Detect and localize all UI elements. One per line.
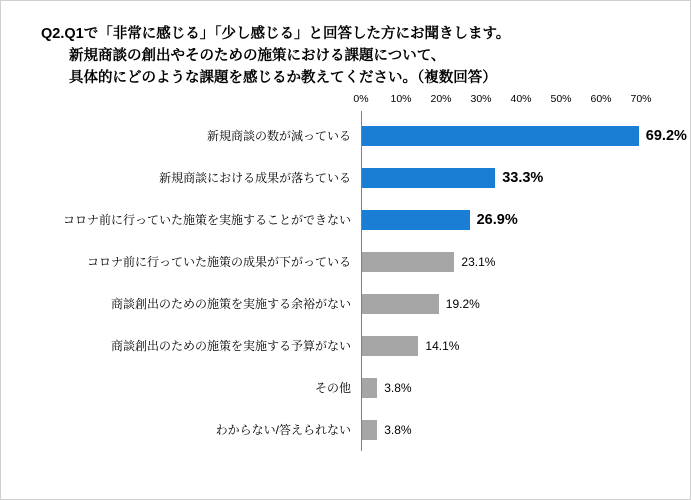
bar-value-label: 3.8% bbox=[384, 381, 412, 395]
x-axis-tick: 30% bbox=[470, 93, 492, 105]
bar-row bbox=[41, 409, 661, 451]
bar bbox=[362, 294, 439, 314]
x-axis-tick: 10% bbox=[390, 93, 412, 105]
category-label: コロナ前に行っていた施策の成果が下がっている bbox=[86, 255, 351, 269]
bar-value-label: 19.2% bbox=[445, 297, 480, 311]
category-label: 商談創出のための施策を実施する余裕がない bbox=[110, 297, 351, 311]
category-label: その他 bbox=[314, 381, 351, 395]
x-axis-tick: 70% bbox=[630, 93, 652, 105]
x-axis-tick: 20% bbox=[430, 93, 452, 105]
plot-area bbox=[41, 111, 687, 451]
bar bbox=[362, 168, 495, 188]
bar-value-label: 33.3% bbox=[502, 170, 544, 186]
category-label: 商談創出のための施策を実施する予算がない bbox=[110, 339, 351, 353]
x-axis-tick: 50% bbox=[550, 93, 572, 105]
bar-value-label: 69.2% bbox=[645, 128, 687, 144]
bar-row bbox=[41, 367, 661, 409]
category-label: 新規商談における成果が落ちている bbox=[159, 171, 351, 185]
bar bbox=[362, 210, 470, 230]
title-line-1: Q2.Q1で「非常に感じる」「少し感じる」と回答した方にお聞きします。 bbox=[41, 26, 511, 42]
title-line-2: 新規商談の創出やそのための施策における課題について、 bbox=[69, 48, 446, 64]
bar bbox=[362, 378, 377, 398]
bar bbox=[362, 420, 377, 440]
bar-value-label: 26.9% bbox=[476, 212, 518, 228]
bar bbox=[362, 126, 639, 146]
bar-row bbox=[41, 157, 661, 199]
category-label: わからない/答えられない bbox=[215, 423, 351, 437]
category-label: コロナ前に行っていた施策を実施することができない bbox=[62, 213, 351, 227]
bar-row bbox=[41, 283, 661, 325]
bar-row bbox=[41, 115, 687, 157]
bar-row bbox=[41, 325, 661, 367]
bar bbox=[362, 252, 454, 272]
x-axis-tick-labels bbox=[353, 93, 661, 109]
x-axis-tick: 60% bbox=[590, 93, 612, 105]
page-title bbox=[41, 23, 661, 89]
bar-row bbox=[41, 241, 661, 283]
bar-chart bbox=[41, 93, 687, 463]
bar-value-label: 23.1% bbox=[461, 255, 496, 269]
category-label: 新規商談の数が減っている bbox=[206, 129, 351, 143]
x-axis-tick: 0% bbox=[353, 93, 369, 105]
title-line-3: 具体的にどのような課題を感じるか教えてください。（複数回答） bbox=[69, 70, 497, 86]
bar-row bbox=[41, 199, 661, 241]
bar bbox=[362, 336, 418, 356]
x-axis-tick: 40% bbox=[510, 93, 532, 105]
bar-value-label: 3.8% bbox=[384, 423, 412, 437]
bar-value-label: 14.1% bbox=[425, 339, 460, 353]
